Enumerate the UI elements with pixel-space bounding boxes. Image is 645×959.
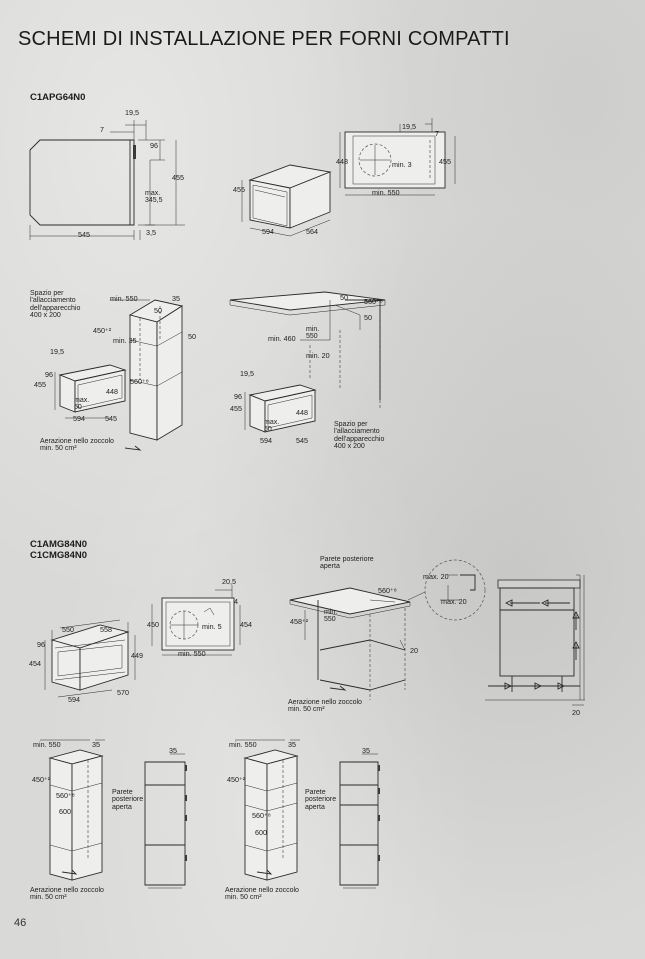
- dim-35: 35: [92, 740, 100, 749]
- dim-min-460: min. 460: [268, 334, 296, 343]
- dim-96: 96: [37, 640, 45, 649]
- dim-min-550: min. 550: [229, 740, 257, 749]
- dim-19-5: 19,5: [50, 347, 64, 356]
- label-parete-posteriore: Parete posteriore aperta: [320, 556, 374, 571]
- dim-455: 455: [172, 173, 184, 182]
- dim-570: 570: [117, 688, 129, 697]
- dim-20-5: 20,5: [222, 577, 236, 586]
- dim-max-50: max. 50: [74, 397, 90, 412]
- label-parete-posteriore: Parete posteriore aperta: [112, 789, 144, 811]
- dim-20: 20: [410, 646, 418, 655]
- dim-558: 558: [100, 625, 112, 634]
- dim-96: 96: [234, 392, 242, 401]
- page-title: SCHEMI DI INSTALLAZIONE PER FORNI COMPATTI: [18, 28, 510, 50]
- dim-560: 560⁺⁸: [364, 297, 383, 306]
- dim-3-5: 3,5: [146, 228, 156, 237]
- dim-455: 455: [230, 404, 242, 413]
- dim-560: 560⁺⁸: [130, 377, 149, 386]
- label-aerazione: Aerazione nello zoccolo min. 50 cm²: [40, 438, 114, 453]
- dim-20: 20: [572, 708, 580, 717]
- dim-455: 455: [233, 185, 245, 194]
- dim-max-345-5: max. 345,5: [145, 190, 163, 205]
- dim-560: 560⁺⁸: [378, 586, 397, 595]
- dim-455: 455: [34, 380, 46, 389]
- model-label-c1cmg84n0: C1CMG84N0: [30, 550, 88, 561]
- dim-max-50: max. 50: [264, 419, 280, 434]
- dim-19-5: 19,5: [402, 122, 416, 131]
- dim-545: 545: [78, 230, 90, 239]
- dim-max-20: max. 20: [441, 597, 467, 606]
- dim-min-550: min. 550: [306, 326, 320, 341]
- dim-4: 4: [234, 597, 238, 606]
- dim-450: 450⁺²: [32, 775, 51, 784]
- dim-min-550: min. 550: [372, 188, 400, 197]
- dim-594: 594: [262, 227, 274, 236]
- dim-35: 35: [169, 746, 177, 755]
- model-label-c1amg84n0: C1AMG84N0: [30, 539, 88, 550]
- dim-50: 50: [364, 313, 372, 322]
- dim-max-20: max. 20: [423, 572, 449, 581]
- dim-min-550: min. 550: [178, 649, 206, 658]
- dim-min-550: min. 550: [33, 740, 61, 749]
- dim-448: 448: [106, 387, 118, 396]
- dim-545: 545: [296, 436, 308, 445]
- dim-560: 560⁺⁸: [252, 811, 271, 820]
- dim-455: 455: [439, 157, 451, 166]
- dim-564: 564: [306, 227, 318, 236]
- dim-450: 450: [147, 620, 159, 629]
- dim-35: 35: [172, 294, 180, 303]
- label-spazio-allacciamento: Spazio per l'allacciamento dell'apparecchio 400 x 200: [334, 421, 385, 451]
- dim-594: 594: [73, 414, 85, 423]
- dim-448: 448: [336, 157, 348, 166]
- dim-35: 35: [288, 740, 296, 749]
- dim-550: 550: [62, 625, 74, 634]
- dim-450: 450⁺²: [227, 775, 246, 784]
- dim-449: 449: [131, 651, 143, 660]
- dim-560: 560⁺⁸: [56, 791, 75, 800]
- dim-594: 594: [260, 436, 272, 445]
- dim-min-3: min. 3: [392, 160, 412, 169]
- model-label-c1apg64n0: C1APG64N0: [30, 92, 86, 103]
- dim-96: 96: [150, 141, 158, 150]
- dim-50: 50: [188, 332, 196, 341]
- dim-545: 545: [105, 414, 117, 423]
- dim-7: 7: [100, 125, 104, 134]
- dim-min-5: min. 5: [202, 622, 222, 631]
- dim-594: 594: [68, 695, 80, 704]
- label-aerazione: Aerazione nello zoccolo min. 50 cm²: [288, 699, 362, 714]
- label-aerazione: Aerazione nello zoccolo min. 50 cm²: [30, 887, 104, 902]
- dim-7: 7: [435, 129, 439, 138]
- dim-min-550: min. 550: [110, 294, 138, 303]
- dim-96: 96: [45, 370, 53, 379]
- dim-35: 35: [362, 746, 370, 755]
- dim-450: 450⁺²: [93, 326, 112, 335]
- dim-600: 600: [59, 807, 71, 816]
- label-parete-posteriore: Parete posteriore aperta: [305, 789, 337, 811]
- dim-50: 50: [340, 293, 348, 302]
- dim-458: 458⁺²: [290, 617, 309, 626]
- dim-min-550: min. 550: [324, 609, 338, 624]
- dim-454: 454: [29, 659, 41, 668]
- dim-19-5: 19,5: [125, 108, 139, 117]
- page-number: 46: [14, 917, 27, 929]
- dim-50: 50: [154, 306, 162, 315]
- dim-448: 448: [296, 408, 308, 417]
- label-spazio-allacciamento: Spazio per l'allacciamento dell'apparecchio 400 x 200: [30, 290, 81, 320]
- dim-min-20: min. 20: [306, 351, 330, 360]
- dim-454: 454: [240, 620, 252, 629]
- dim-600: 600: [255, 828, 267, 837]
- dim-19-5: 19,5: [240, 369, 254, 378]
- dim-min-35: min. 35: [113, 336, 137, 345]
- label-aerazione: Aerazione nello zoccolo min. 50 cm²: [225, 887, 299, 902]
